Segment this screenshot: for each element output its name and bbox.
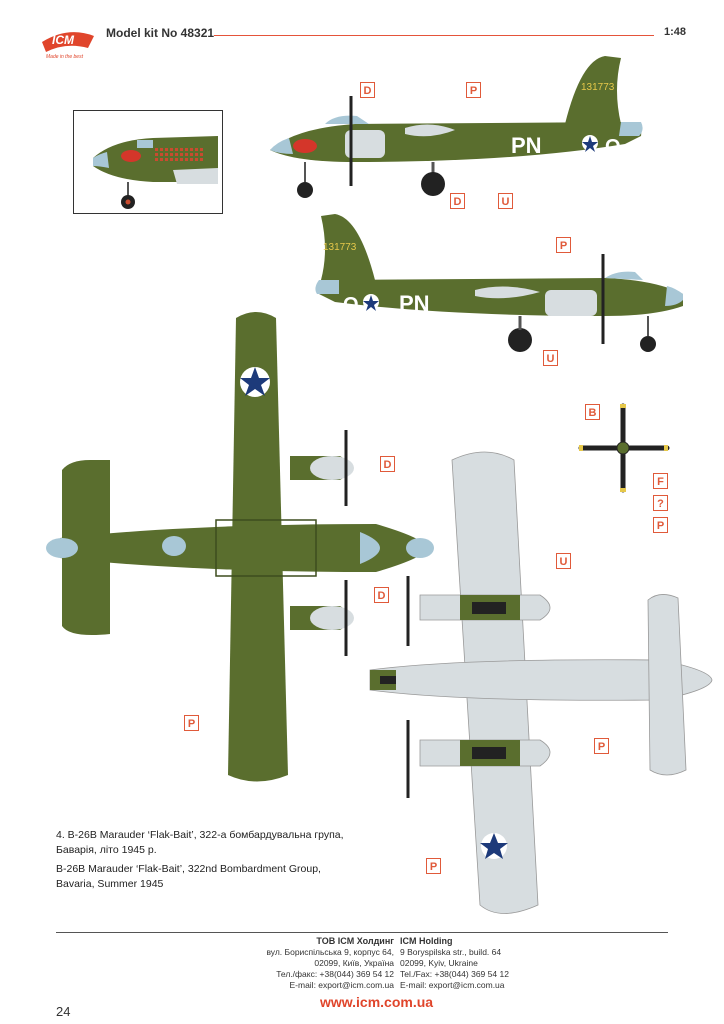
icm-logo: [38, 22, 98, 60]
caption-en-line2: Bavaria, Summer 1945: [56, 878, 164, 890]
code-letters-left: PN: [511, 133, 542, 158]
email-ua: E-mail: export@icm.com.ua: [289, 980, 394, 990]
callout-p-side1: P: [466, 82, 481, 98]
scale-label: 1:48: [664, 26, 687, 38]
footer-rule: [56, 932, 668, 933]
callout-p-side2: P: [556, 237, 571, 253]
callout-q-prop: ?: [653, 495, 668, 511]
address-ua-line1: вул. Бориспільська 9, корпус 64,: [266, 947, 394, 957]
callout-b-prop: B: [585, 404, 600, 420]
phone-ua: Тел./факс: +38(044) 369 54 12: [276, 969, 394, 979]
company-en: ICM Holding: [400, 936, 453, 946]
website-link[interactable]: www.icm.com.ua: [320, 994, 434, 1010]
aircraft-letter-right: O: [343, 294, 359, 316]
kit-number: Model kit No 48321: [106, 26, 215, 40]
address-ua: [232, 936, 394, 991]
address-en-line1: 9 Boryspilska str., build. 64: [400, 947, 502, 957]
header-rule: [214, 35, 654, 36]
side-profile-left: [265, 50, 655, 210]
callout-p-top: P: [184, 715, 199, 731]
callout-u-side2: U: [543, 350, 558, 366]
callout-d-bottom: D: [374, 587, 389, 603]
callout-p-prop: P: [653, 517, 668, 533]
serial-left: 131773: [581, 82, 615, 93]
callout-f-prop: F: [653, 473, 668, 489]
page-number: 24: [56, 1004, 71, 1019]
email-en: E-mail: export@icm.com.ua: [400, 980, 505, 990]
callout-d-side1-lower: D: [450, 193, 465, 209]
caption-en-line1: B-26B Marauder ‘Flak-Bait’, 322nd Bombardment Group,: [56, 863, 321, 875]
callout-u-bottom: U: [556, 553, 571, 569]
caption-ua-line2: Баварія, літо 1945 р.: [56, 844, 157, 856]
serial-right: 131773: [323, 242, 357, 253]
logo-text: ICM: [52, 33, 74, 47]
aircraft-letter-left: O: [605, 136, 621, 158]
company-ua: ТОВ ICM Холдинг: [316, 936, 394, 946]
callout-p-bottom-wing: P: [426, 858, 441, 874]
callout-d-side1: D: [360, 82, 375, 98]
callout-d-top: D: [380, 456, 395, 472]
phone-en: Tel./Fax: +38(044) 369 54 12: [400, 969, 509, 979]
caption-ua-line1: 4. B-26B Marauder ‘Flak-Bait’, 322-а бомбардувальна група,: [56, 829, 344, 841]
address-en: [400, 936, 570, 991]
code-letters-right: PN: [399, 291, 430, 316]
address-ua-line2: 02099, Київ, Україна: [314, 958, 394, 968]
logo-tagline: Made in the best: [46, 54, 83, 60]
address-en-line2: 02099, Kyiv, Ukraine: [400, 958, 478, 968]
callout-p-bottom-tail: P: [594, 738, 609, 754]
nose-detail-inset: [73, 110, 223, 214]
callout-u-side1: U: [498, 193, 513, 209]
